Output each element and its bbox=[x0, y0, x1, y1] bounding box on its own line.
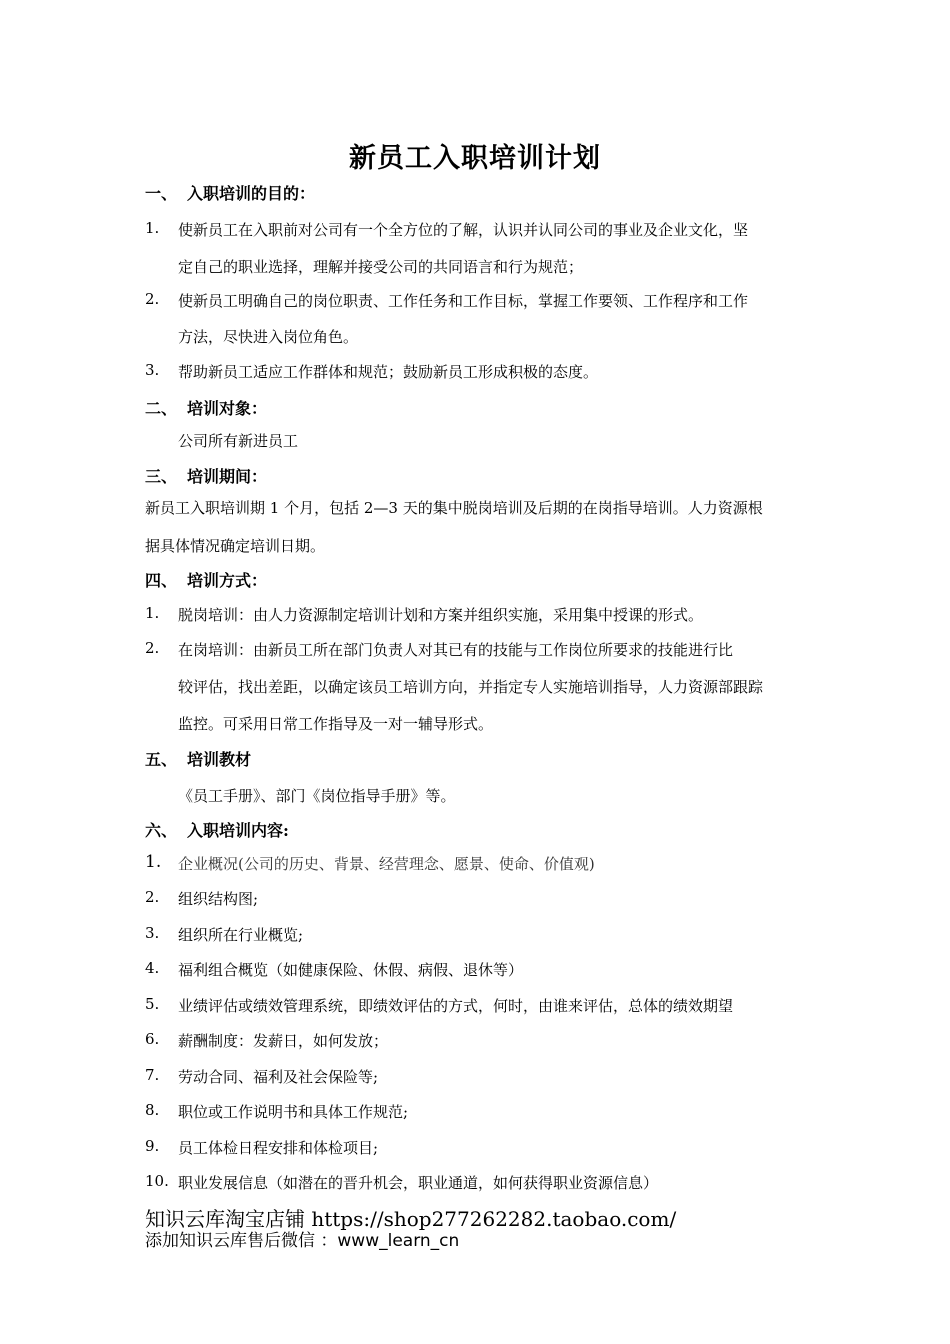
list-item-number: 4. bbox=[145, 959, 160, 977]
section-heading-audience bbox=[145, 396, 267, 419]
section-heading-content bbox=[145, 818, 289, 841]
section-text: 《员工手册》、部门《岗位指导手册》等。 bbox=[178, 787, 456, 805]
list-item-text: 职位或工作说明书和具体工作规范; bbox=[178, 1103, 409, 1121]
section-title: 入职培训内容: bbox=[187, 821, 289, 840]
page-title: 新员工入职培训计划 bbox=[349, 143, 601, 174]
list-item-number: 3. bbox=[145, 924, 160, 942]
list-item-number: 7. bbox=[145, 1066, 160, 1084]
section-number: 一、 bbox=[145, 184, 178, 203]
section-heading-method bbox=[145, 568, 267, 591]
section-title: 培训期间： bbox=[187, 467, 268, 486]
list-item-text: 企业概况(公司的历史、背景、经营理念、愿景、使命、价值观) bbox=[178, 855, 595, 873]
list-item-text: 脱岗培训：由人力资源制定培训计划和方案并组织实施，采用集中授课的形式。 bbox=[178, 606, 704, 624]
list-item-number: 2. bbox=[145, 290, 160, 308]
section-title: 培训对象： bbox=[187, 399, 268, 418]
list-item-text: 组织所在行业概览; bbox=[178, 926, 304, 944]
list-item-text: 使新员工明确自己的岗位职责、工作任务和工作目标，掌握工作要领、工作程序和工作 bbox=[178, 292, 749, 310]
section-number: 二、 bbox=[145, 399, 178, 418]
list-item-number: 2. bbox=[145, 888, 160, 906]
list-item-text: 组织结构图; bbox=[178, 890, 259, 908]
section-number: 四、 bbox=[145, 571, 178, 590]
list-item-number: 9. bbox=[145, 1137, 160, 1155]
list-item-number: 10. bbox=[145, 1172, 169, 1190]
footer-shop-link[interactable]: 知识云库淘宝店铺 https://shop277262282.taobao.com/ bbox=[145, 1207, 677, 1231]
list-item-number: 5. bbox=[145, 995, 160, 1013]
list-item-text: 方法，尽快进入岗位角色。 bbox=[178, 328, 359, 346]
section-title: 培训方式： bbox=[187, 571, 268, 590]
section-number: 三、 bbox=[145, 467, 178, 486]
list-item-text: 职业发展信息（如潜在的晋升机会，职业通道，如何获得职业资源信息） bbox=[178, 1174, 659, 1192]
section-text: 新员工入职培训期 1 个月，包括 2—3 天的集中脱岗培训及后期的在岗指导培训。人力资源根 bbox=[145, 499, 763, 517]
list-item-text: 员工体检日程安排和体检项目; bbox=[178, 1139, 379, 1157]
list-item-text: 使新员工在入职前对公司有一个全方位的了解，认识并认同公司的事业及企业文化，坚 bbox=[178, 221, 749, 239]
list-item-number: 1. bbox=[145, 604, 160, 622]
section-text: 据具体情况确定培训日期。 bbox=[145, 537, 326, 555]
list-item-text: 劳动合同、福利及社会保险等; bbox=[178, 1068, 379, 1086]
footer-wechat-text: 添加知识云库售后微信 ：www_learn_cn bbox=[145, 1231, 460, 1251]
list-item-number: 3. bbox=[145, 361, 160, 379]
list-item-text: 较评估，找出差距，以确定该员工培训方向，并指定专人实施培训指导，人力资源部跟踪 bbox=[178, 678, 764, 696]
list-item-number: 2. bbox=[145, 639, 160, 657]
list-item-text: 监控。可采用日常工作指导及一对一辅导形式。 bbox=[178, 715, 494, 733]
list-item-text: 福利组合概览（如健康保险、休假、病假、退休等） bbox=[178, 961, 524, 979]
section-number: 六、 bbox=[145, 821, 178, 840]
list-item-number: 8. bbox=[145, 1101, 160, 1119]
section-heading-period bbox=[145, 464, 267, 487]
section-heading-materials bbox=[145, 747, 251, 770]
list-item-number: 1. bbox=[145, 852, 162, 872]
section-title: 培训教材 bbox=[187, 750, 252, 769]
list-item-text: 定自己的职业选择，理解并接受公司的共同语言和行为规范； bbox=[178, 258, 584, 276]
list-item-number: 6. bbox=[145, 1030, 160, 1048]
section-title: 入职培训的目的： bbox=[187, 184, 316, 203]
list-item-text: 在岗培训：由新员工所在部门负责人对其已有的技能与工作岗位所要求的技能进行比 bbox=[178, 641, 734, 659]
section-number: 五、 bbox=[145, 750, 178, 769]
list-item-text: 业绩评估或绩效管理系统，即绩效评估的方式，何时，由谁来评估，总体的绩效期望 bbox=[178, 997, 734, 1015]
list-item-text: 帮助新员工适应工作群体和规范；鼓励新员工形成积极的态度。 bbox=[178, 363, 599, 381]
list-item-number: 1. bbox=[145, 219, 160, 237]
section-heading-purpose bbox=[145, 181, 315, 204]
section-text: 公司所有新进员工 bbox=[178, 432, 299, 450]
list-item-text: 薪酬制度：发薪日，如何发放； bbox=[178, 1032, 389, 1050]
